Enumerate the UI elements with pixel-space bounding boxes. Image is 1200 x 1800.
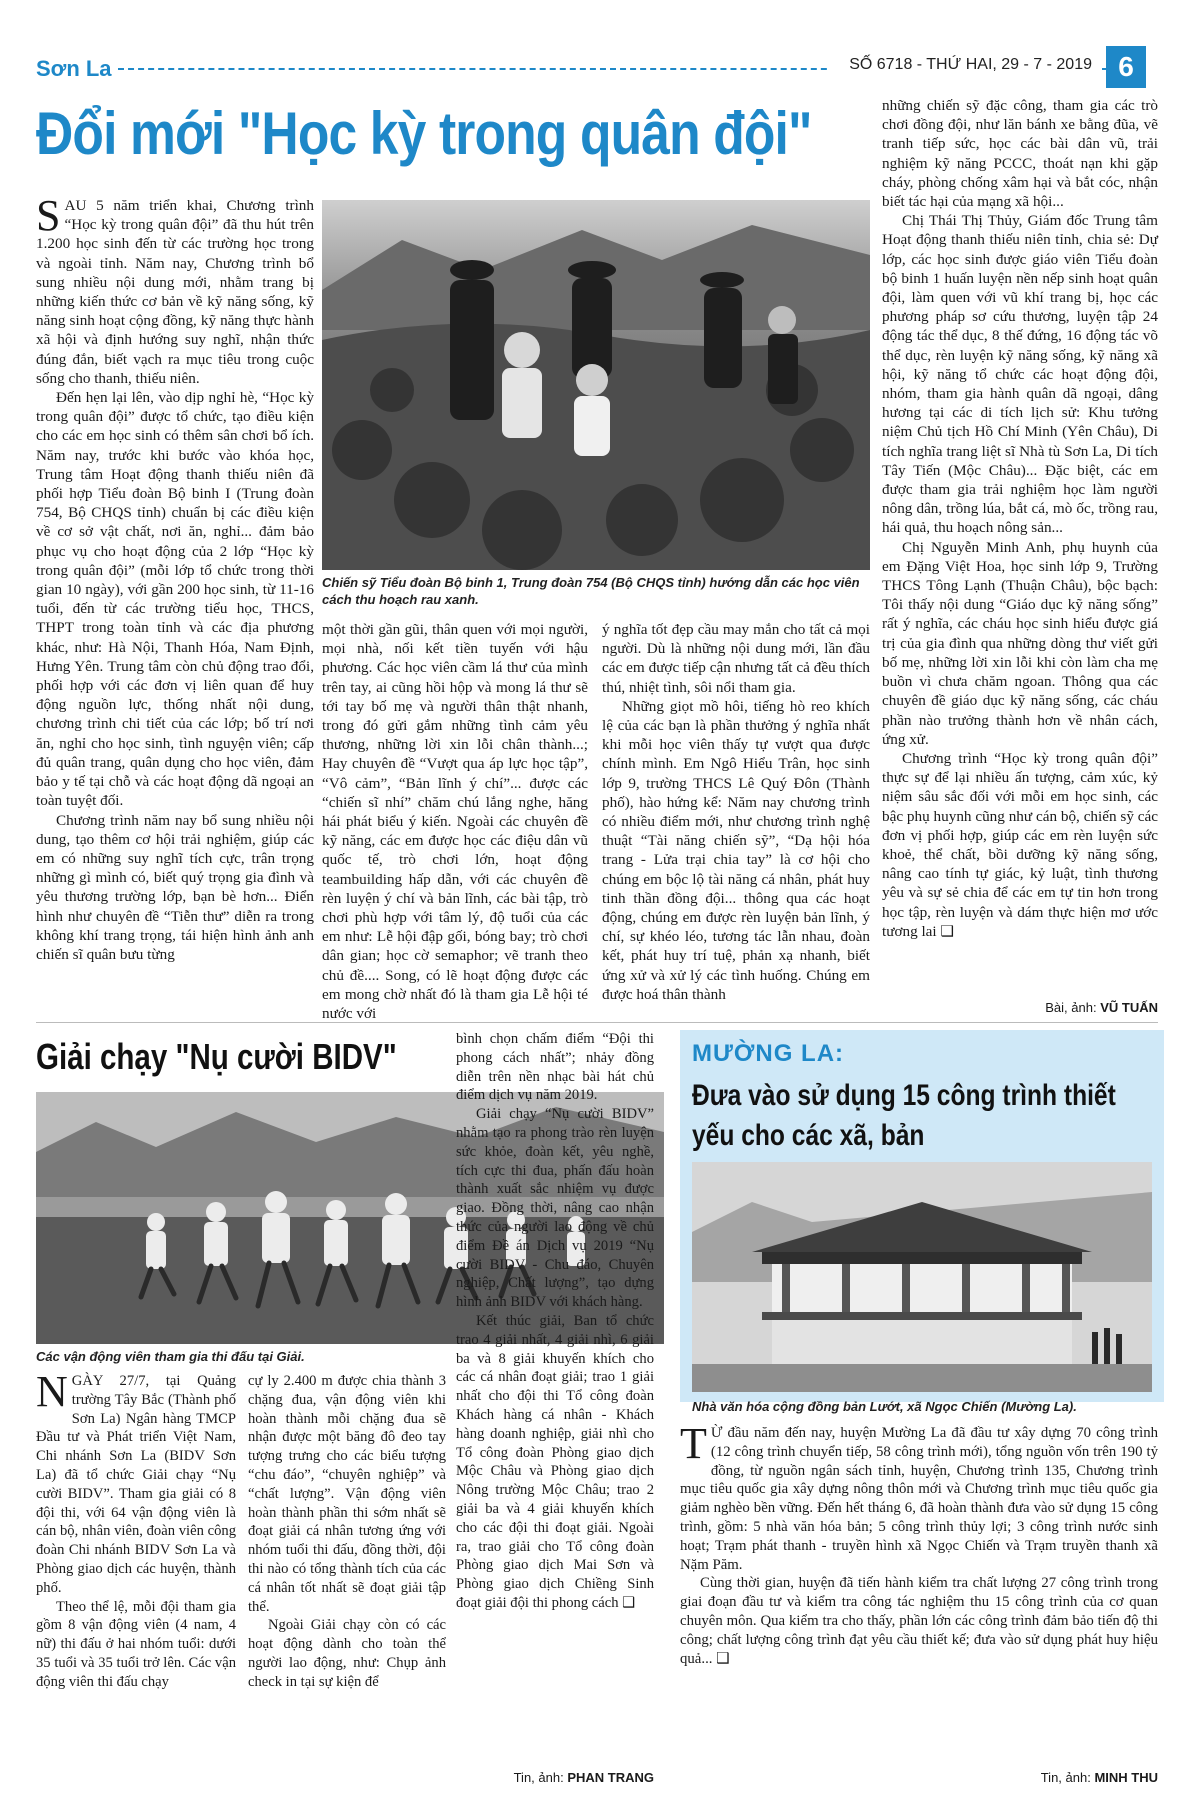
article1-paragraph: Chị Thái Thị Thủy, Giám đốc Trung tâm Hoạt động thanh thiếu niên tỉnh, chia sẻ: Dự lớp, các học sinh được giáo viên Tiểu đoàn bộ binh 1 huấn luyện nền nếp sinh hoạt quân đội, làm quen với vũ khí trang bị, học các phương pháp sơ cứu thương, luyện tập 24 động tác thể dục, 8 thế đứng, 16 động tác võ thể dục, rèn luyện kỹ năng sống, kỹ năng xã hội, kỹ năng tổ chức các hoạt động đội, nhóm, tham gia hành quân dã ngoại, dâng hương tại các di tích lịch sử: Khu tưởng niệm Chủ tịch Hồ Chí Minh (Yên Châu), Di tích nghĩa trang liệt sĩ Nhà tù Sơn La, Di tích Tây Tiến (Mộc Châu)... Đặc biệt, các em được tham gia trải nghiệm học làm người nông dân, trồng lúa, bắt cá, mò ốc, trồng rau, hái quả, thu hoạch nông sản...	[882, 212, 1158, 537]
byline-author: PHAN TRANG	[567, 1770, 654, 1785]
article1-paragraph: Đến hẹn lại lên, vào dịp nghỉ hè, “Học kỳ trong quân đội” được tổ chức, tạo điều kiện cho các em học sinh có thêm sân chơi bổ ích. Năm nay, trước khi bước vào khóa học, Trung tâm Hoạt động thanh thiếu niên đã phối hợp Tiểu đoàn Bộ binh I (Trung đoàn 754, Bộ CHQS tỉnh) chuẩn bị các điều kiện về cơ sở vật chất, nơi ăn, nghỉ... đảm bảo phục vụ cho hoạt động của 2 lớp “Học kỳ trong quân đội” (mỗi lớp tổ chức trong thời gian 10 ngày), với gần 200 học sinh, từ 11-16 tuổi, đến từ các trường tiểu học, THCS, THPT trong toàn tỉnh và các địa phương khác, như: Hà Nội, Thanh Hóa, Nam Định, Hưng Yên. Trung tâm còn chủ động trao đổi, phối hợp với các đơn vị liên quan để huy động nguồn lực, thống nhất nội dung, chương trình chi tiết của các lớp; bố trí nơi ăn, nghỉ cho học sinh, tình nguyện viên; cấp đủ quân trang, quân dụng cho học viên, đảm bảo y tế tại chỗ và các hoạt động dã ngoại an toàn tuyệt đối.	[36, 389, 314, 810]
byline-prefix: Tin, ảnh:	[513, 1770, 564, 1785]
article2-dropcap: N	[36, 1367, 68, 1416]
article2-lead: GÀY 27/7, tại Quảng trường Tây Bắc (Thành phố Sơn La) Ngân hàng TMCP Đầu tư và Phát triển Việt Nam, Chi nhánh Sơn La (BIDV Sơn La) đã tổ chức Giải chạy “Nụ cười BIDV”. Tham gia giải có 8 đội thi, với 64 vận động viên là cán bộ, nhân viên, đoàn viên công đoàn Chi nhánh BIDV Sơn La và Phòng giao dịch các huyện, thành phố.	[36, 1373, 236, 1596]
article1-paragraph: Chương trình “Học kỳ trong quân đội” thực sự để lại nhiều ấn tượng, cảm xúc, kỷ niệm sâu sắc đối với mỗi em học sinh, các bậc phụ huynh cũng như cán bộ, chiến sỹ các đơn vị phối hợp, giúp các em rèn luyện sức khoẻ, thể chất, bồi dưỡng kỹ năng sống, nâng cao tính tự giác, kỷ luật, tình thương yêu và sự sẻ chia để các em tự tin hơn trong học tập, rèn luyện và dám thực hiện mơ ước tương lai ❑	[882, 749, 1158, 940]
article1-paragraph: Những giọt mồ hôi, tiếng hò reo khích lệ của các bạn là phần thưởng ý nghĩa nhất khi mỗi học viên thấy tự vượt qua được chính mình. Em Ngô Hiểu Trân, học sinh lớp 9, trường THCS Lê Quý Đôn (Thành phố), hào hứng kể: Năm nay chương trình có nhiều điểm mới, như chương trình nghệ thuật “Tài năng chiến sỹ”, “Dạ hội hóa trang - Lửa trại chia tay” là cơ hội cho chúng em bộc lộ tài năng cá nhân, phát huy tinh thần đồng đội... thông qua các hoạt động, chúng em được rèn luyện bản lĩnh, ý chí, sự khéo léo, tương tác lẫn nhau, đoàn kết, phát huy trí tuệ, phản xạ nhanh, biết ứng xử và xử lý các tình huống. Chúng em được hoá thân thành	[602, 697, 870, 1003]
article1-column-1	[36, 191, 314, 1004]
article1-byline	[882, 1000, 1158, 1015]
article2-paragraph: Giải chạy “Nụ cười BIDV” nhằm tạo ra phong trào rèn luyện sức khỏe, đoàn kết, yêu nghề, tích cực thi đua, phấn đấu hoàn thành xuất sắc nhiệm vụ được giao. Đồng thời, nâng cao nhận thức của người lao động về chủ điểm Đề án Dịch vụ 2019 “Nụ cười BIDV - Chu đáo, Chuyên nghiệp, Chất lượng”, tạo dựng hình ảnh BIDV với khách hàng.	[456, 1106, 654, 1311]
article3-paragraph: Cùng thời gian, huyện đã tiến hành kiểm tra chất lượng 27 công trình trong giai đoạn đầu tư và kiểm tra công tác nghiệm thu 15 công trình của cơ quan chuyên môn. Qua kiểm tra cho thấy, phần lớn các công trình đảm bảo tiến độ thi công; chất lượng công trình đạt yêu cầu thiết kế; đưa vào sử dụng phát huy hiệu quả... ❑	[680, 1575, 1158, 1667]
article3-title: Đưa vào sử dụng 15 công trình thiết yếu cho các xã, bản	[692, 1079, 1116, 1152]
article1-column-3	[602, 620, 870, 1004]
article2-byline	[456, 1770, 654, 1785]
article1-paragraph: một thời gần gũi, thân quen với mọi người, mọi nhà, nối kết tiền tuyến với hậu phương. Các học viên cầm lá thư của mình trên tay, ai cũng hồi hộp và mong lá thư sẽ tới tay bố mẹ và người thân thật nhanh, trong đó gửi gắm những tình cảm yêu thương, những lời xin lỗi chân thành...; Hay chuyên đề “Vượt qua áp lực học tập”, “Vô cảm”, “Bản lĩnh ý chí”... được các “chiến sĩ nhí” chăm chú lắng nghe, hăng hái phát biểu ý kiến. Ngoài các chuyên đề kỹ năng, các em được học các điệu dân vũ quốc tế, trò chơi lớn, hoạt động teambuilding hấp dẫn, với các chuyên đề rèn luyện ý chí và bản lĩnh, các bài tập, trò chơi phù hợp với tâm lý, độ tuổi của các em như: Lễ hội đập gối, bóng bay; trò chơi dân gian; học cờ semaphor; vẽ tranh theo chủ đề.... Song, có lẽ hoạt động được các em mong chờ nhất đó là tham gia Lễ hội té nước với	[322, 621, 588, 1023]
article3-dropcap: T	[680, 1419, 707, 1468]
article2-paragraph: Theo thể lệ, mỗi đội tham gia gồm 8 vận động viên (4 nam, 4 nữ) thi đấu ở hai nhóm tuổi: dưới 35 tuổi và 35 tuổi trở lên. Các vận động viên thi đấu chạy	[36, 1598, 236, 1690]
section-divider	[36, 1022, 1158, 1023]
article2-paragraph: Ngoài Giải chạy còn có các hoạt động dành cho toàn thể người lao động, như: Chụp ảnh check in tại sự kiện để	[248, 1617, 446, 1690]
byline-author: MINH THU	[1094, 1770, 1158, 1785]
article2-column-3	[456, 1030, 654, 1766]
article1-photo	[322, 200, 870, 570]
byline-author: VŨ TUẤN	[1100, 1000, 1158, 1015]
article3-photo	[692, 1162, 1152, 1392]
article1-dropcap: S	[36, 191, 61, 240]
byline-prefix: Tin, ảnh:	[1040, 1770, 1091, 1785]
article3-kicker: MƯỜNG LA:	[692, 1040, 845, 1067]
article2-column-1	[36, 1367, 236, 1788]
article1-column-2	[322, 620, 588, 1023]
article2-photo-caption: Các vận động viên tham gia thi đấu tại Giải.	[36, 1349, 305, 1364]
article2-title: Giải chạy "Nụ cười BIDV"	[36, 1036, 397, 1077]
article1-title: Đổi mới "Học kỳ trong quân đội"	[36, 100, 812, 167]
byline-prefix: Bài, ảnh:	[1045, 1000, 1097, 1015]
article2-paragraph: cự ly 2.400 m được chia thành 3 chặng đua, vận động viên khi hoàn thành mỗi chặng đua sẽ nhận được một băng đô đeo tay tượng trưng cho các biểu tượng “chu đáo”, “chuyên nghiệp” và “chất lượng”. Vận động viên hoàn thành phần thi sớm nhất sẽ đoạt giải cá nhân tương ứng với nhóm tuổi thi đấu, đồng thời, đội thi nào có tổng thành tích của các cá nhân tốt nhất sẽ đoạt giải tập thể.	[248, 1373, 446, 1615]
community-house-image	[692, 1162, 1152, 1392]
article1-photo-caption: Chiến sỹ Tiểu đoàn Bộ binh 1, Trung đoàn 754 (Bộ CHQS tỉnh) hướng dẫn các học viên cách thu hoạch rau xanh.	[322, 575, 860, 607]
article1-column-4	[882, 96, 1158, 996]
soldier-students-field-image	[322, 200, 870, 570]
article1-paragraph: Chương trình năm nay bổ sung nhiều nội dung, tạo thêm cơ hội trải nghiệm, giúp các em có những suy nghĩ tích cực, trân trọng những gì mình có, biết quý trọng gia đình và yêu thương trường lớp, bạn bè hơn... Điển hình như chuyên đề “Tiễn thư” diễn ra trong không khí trang trọng, tái hiện hình ảnh anh chiến sĩ quân bưu từng	[36, 811, 314, 963]
issue-date: SỐ 6718 - THỨ HAI, 29 - 7 - 2019	[828, 56, 1098, 74]
section-name: Sơn La	[36, 56, 112, 81]
article1-lead: AU 5 năm triển khai, Chương trình “Học kỳ trong quân đội” đã thu hút trên 1.200 học sinh đến từ các trường học trong và ngoài tỉnh. Năm nay, Chương trình bổ sung nhiều nội dung mới, nhằm trang bị những kiến thức cơ bản về kỹ năng sống, kỹ năng sinh hoạt cộng đồng, kỹ năng thực hành xã hội và định hướng suy nghĩ, nhận thức đúng đắn, biết vạch ra mục tiêu trong cuộc sống cho thanh, thiếu niên.	[36, 197, 314, 387]
article3-body	[680, 1419, 1158, 1764]
article2-paragraph: bình chọn chấm điểm “Đội thi phong cách nhất”; nhảy đồng diễn trên nền nhạc bài hát chủ điểm dịch vụ năm 2019.	[456, 1031, 654, 1104]
article1-paragraph: ý nghĩa tốt đẹp cầu may mắn cho tất cả mọi người. Dù là những nội dung mới, lần đầu các em được tiếp cận nhưng tất cả đều thích thú, nhiệt tình, sôi nổi tham gia.	[602, 621, 870, 696]
article3-byline	[680, 1770, 1158, 1785]
article3-lead: Ừ đầu năm đến nay, huyện Mường La đã đầu tư xây dựng 70 công trình (12 công trình chuyển tiếp, 58 công trình mới), tổng nguồn vốn trên 190 tỷ đồng, từ nguồn ngân sách tỉnh, huyện, Chương trình 135, Chương trình mục tiêu quốc gia xây dựng nông thôn mới và Chương trình mục tiêu quốc gia giảm nghèo bền vững. Đến hết tháng 6, đã hoàn thành đưa vào sử dụng 15 công trình, gồm: 5 nhà văn hóa bản; 5 công trình thủy lợi; 3 công trình nước sinh hoạt; Trạm phát thanh - truyền hình xã Ngọc Chiến và Trạm truyền thanh xã Nặm Păm.	[680, 1425, 1158, 1573]
article3-photo-caption: Nhà văn hóa cộng đồng bản Lướt, xã Ngọc Chiến (Mường La).	[692, 1399, 1077, 1414]
article1-paragraph: Chị Nguyễn Minh Anh, phụ huynh của em Đặng Việt Hoa, học sinh lớp 9, Trường THCS Tông Lạnh (Thuận Châu), bộc bạch: Tôi thấy nội dung “Giáo dục kỹ năng sống” rất ý nghĩa, các cháu học sinh hiểu được giá trị của gia đình qua những dòng thư viết gửi bố mẹ, những lời xin lỗi khi còn làm cha mẹ buồn vì chưa chăm ngoan. Thông qua các chuyên đề giáo dục kỹ năng sống, các cháu phần nào trưởng thành hơn về nhân cách, ứng xử.	[882, 538, 1158, 748]
article2-column-2	[248, 1372, 446, 1788]
page-number: 6	[1106, 46, 1146, 88]
article1-paragraph: những chiến sỹ đặc công, tham gia các trò chơi đồng đội, như lăn bánh xe bằng đũa, vẽ tranh tiếp sức, học các bài dân vũ, trải nghiệm kỹ năng PCCC, thoát nạn khi gặp cháy, phòng chống xâm hại và bắt cóc, nhận biết tác hại của mạng xã hội...	[882, 97, 1158, 211]
article2-paragraph: Kết thúc giải, Ban tổ chức trao 4 giải nhất, 4 giải nhì, 6 giải ba và 8 giải khuyến khích cho các cá nhân đoạt giải; trao 1 giải nhất cho đội thi Tổ công đoàn Khách hàng cá nhân - Khách hàng doanh nghiệp, giải nhì cho Tổ công đoàn Phòng giao dịch Mộc Châu và Phòng giao dịch Nông trường Mộc Châu; trao 2 giải ba và 4 giải khuyến khích cho các đội thi đoạt giải. Ngoài ra, trao giải cho Tổ công đoàn Phòng giao dịch Mai Sơn và Phòng giao dịch Chiềng Sinh đoạt giải đội thi phong cách ❑	[456, 1312, 654, 1611]
